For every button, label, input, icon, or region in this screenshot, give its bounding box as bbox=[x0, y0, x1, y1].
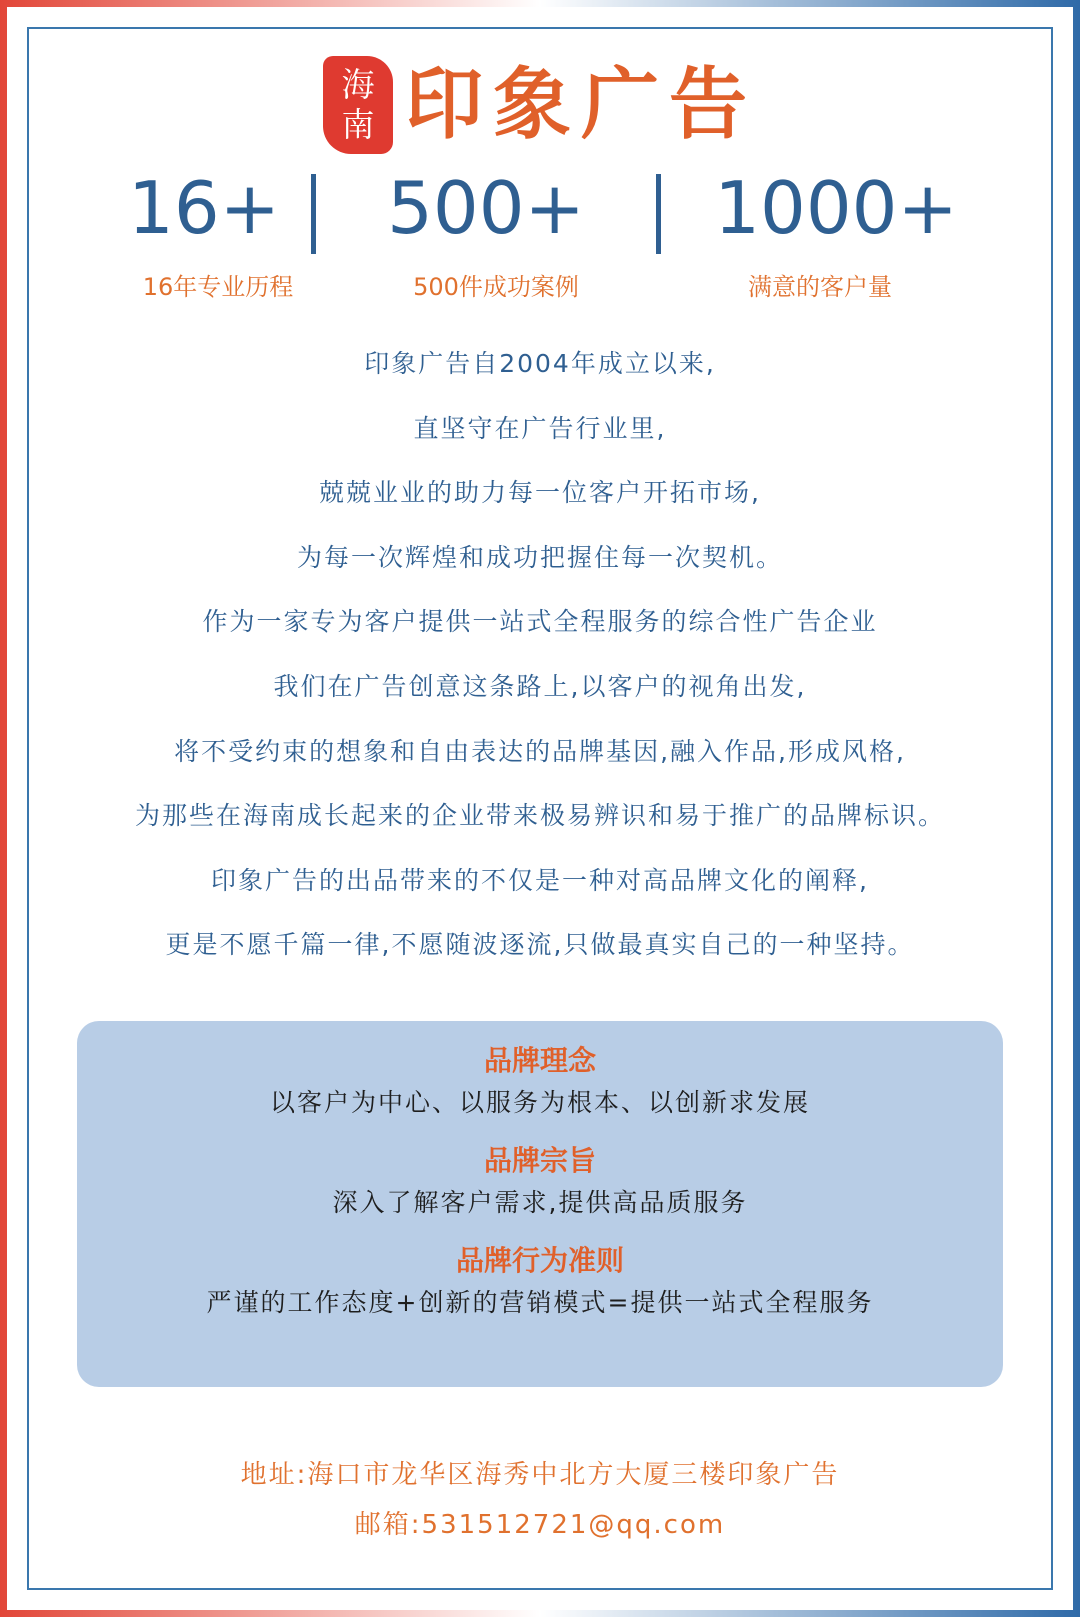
brand-conduct-text: 严谨的工作态度+创新的营销模式=提供一站式全程服务 bbox=[206, 1288, 874, 1317]
stat-divider bbox=[311, 174, 316, 254]
hainan-seal-icon bbox=[323, 56, 393, 154]
address-text: 地址:海口市龙华区海秀中北方大厦三楼印象广告 bbox=[240, 1460, 840, 1490]
brand-logo bbox=[0, 56, 1080, 154]
brand-philosophy-text: 以客户为中心、以服务为根本、以创新求发展 bbox=[269, 1088, 810, 1117]
intro-line: 直坚守在广告行业里, bbox=[413, 413, 667, 443]
stat-divider bbox=[656, 174, 661, 254]
intro-line: 更是不愿千篇一律,不愿随波逐流,只做最真实自己的一种坚持。 bbox=[165, 930, 915, 960]
brand-values-box bbox=[77, 1021, 1003, 1387]
brand-purpose-text: 深入了解客户需求,提供高品质服务 bbox=[332, 1188, 748, 1217]
email-text: 邮箱:531512721@qq.com bbox=[354, 1510, 726, 1540]
stats-row bbox=[0, 160, 1080, 320]
intro-line: 印象广告自2004年成立以来, bbox=[364, 349, 716, 378]
stat-years-value: 16+ bbox=[128, 166, 280, 250]
intro-line: 将不受约束的想象和自由表达的品牌基因,融入作品,形成风格, bbox=[174, 736, 906, 766]
stat-years-label: 16年专业历程 bbox=[142, 273, 294, 301]
company-intro bbox=[60, 332, 1020, 978]
seal-char-2: 南 bbox=[341, 105, 375, 144]
intro-line: 为每一次辉煌和成功把握住每一次契机。 bbox=[296, 542, 783, 572]
stat-cases-label: 500件成功案例 bbox=[413, 273, 579, 301]
stat-clients-label: 满意的客户量 bbox=[748, 273, 892, 301]
brand-title: 印象广告 bbox=[404, 60, 757, 150]
intro-line: 作为一家专为客户提供一站式全程服务的综合性广告企业 bbox=[202, 607, 878, 637]
intro-line: 兢兢业业的助力每一位客户开拓市场, bbox=[319, 478, 761, 508]
stat-cases-value: 500+ bbox=[387, 166, 585, 250]
contact-footer bbox=[0, 1450, 1080, 1550]
brand-purpose-heading: 品牌宗旨 bbox=[483, 1144, 596, 1177]
stat-clients-value: 1000+ bbox=[714, 166, 958, 250]
intro-line: 印象广告的出品带来的不仅是一种对高品牌文化的阐释, bbox=[211, 865, 869, 895]
intro-line: 为那些在海南成长起来的企业带来极易辨识和易于推广的品牌标识。 bbox=[134, 801, 945, 831]
brand-philosophy-heading: 品牌理念 bbox=[483, 1044, 596, 1077]
seal-char-1: 海 bbox=[341, 65, 375, 104]
brand-conduct-heading: 品牌行为准则 bbox=[455, 1244, 624, 1277]
intro-line: 我们在广告创意这条路上,以客户的视角出发, bbox=[273, 671, 807, 701]
